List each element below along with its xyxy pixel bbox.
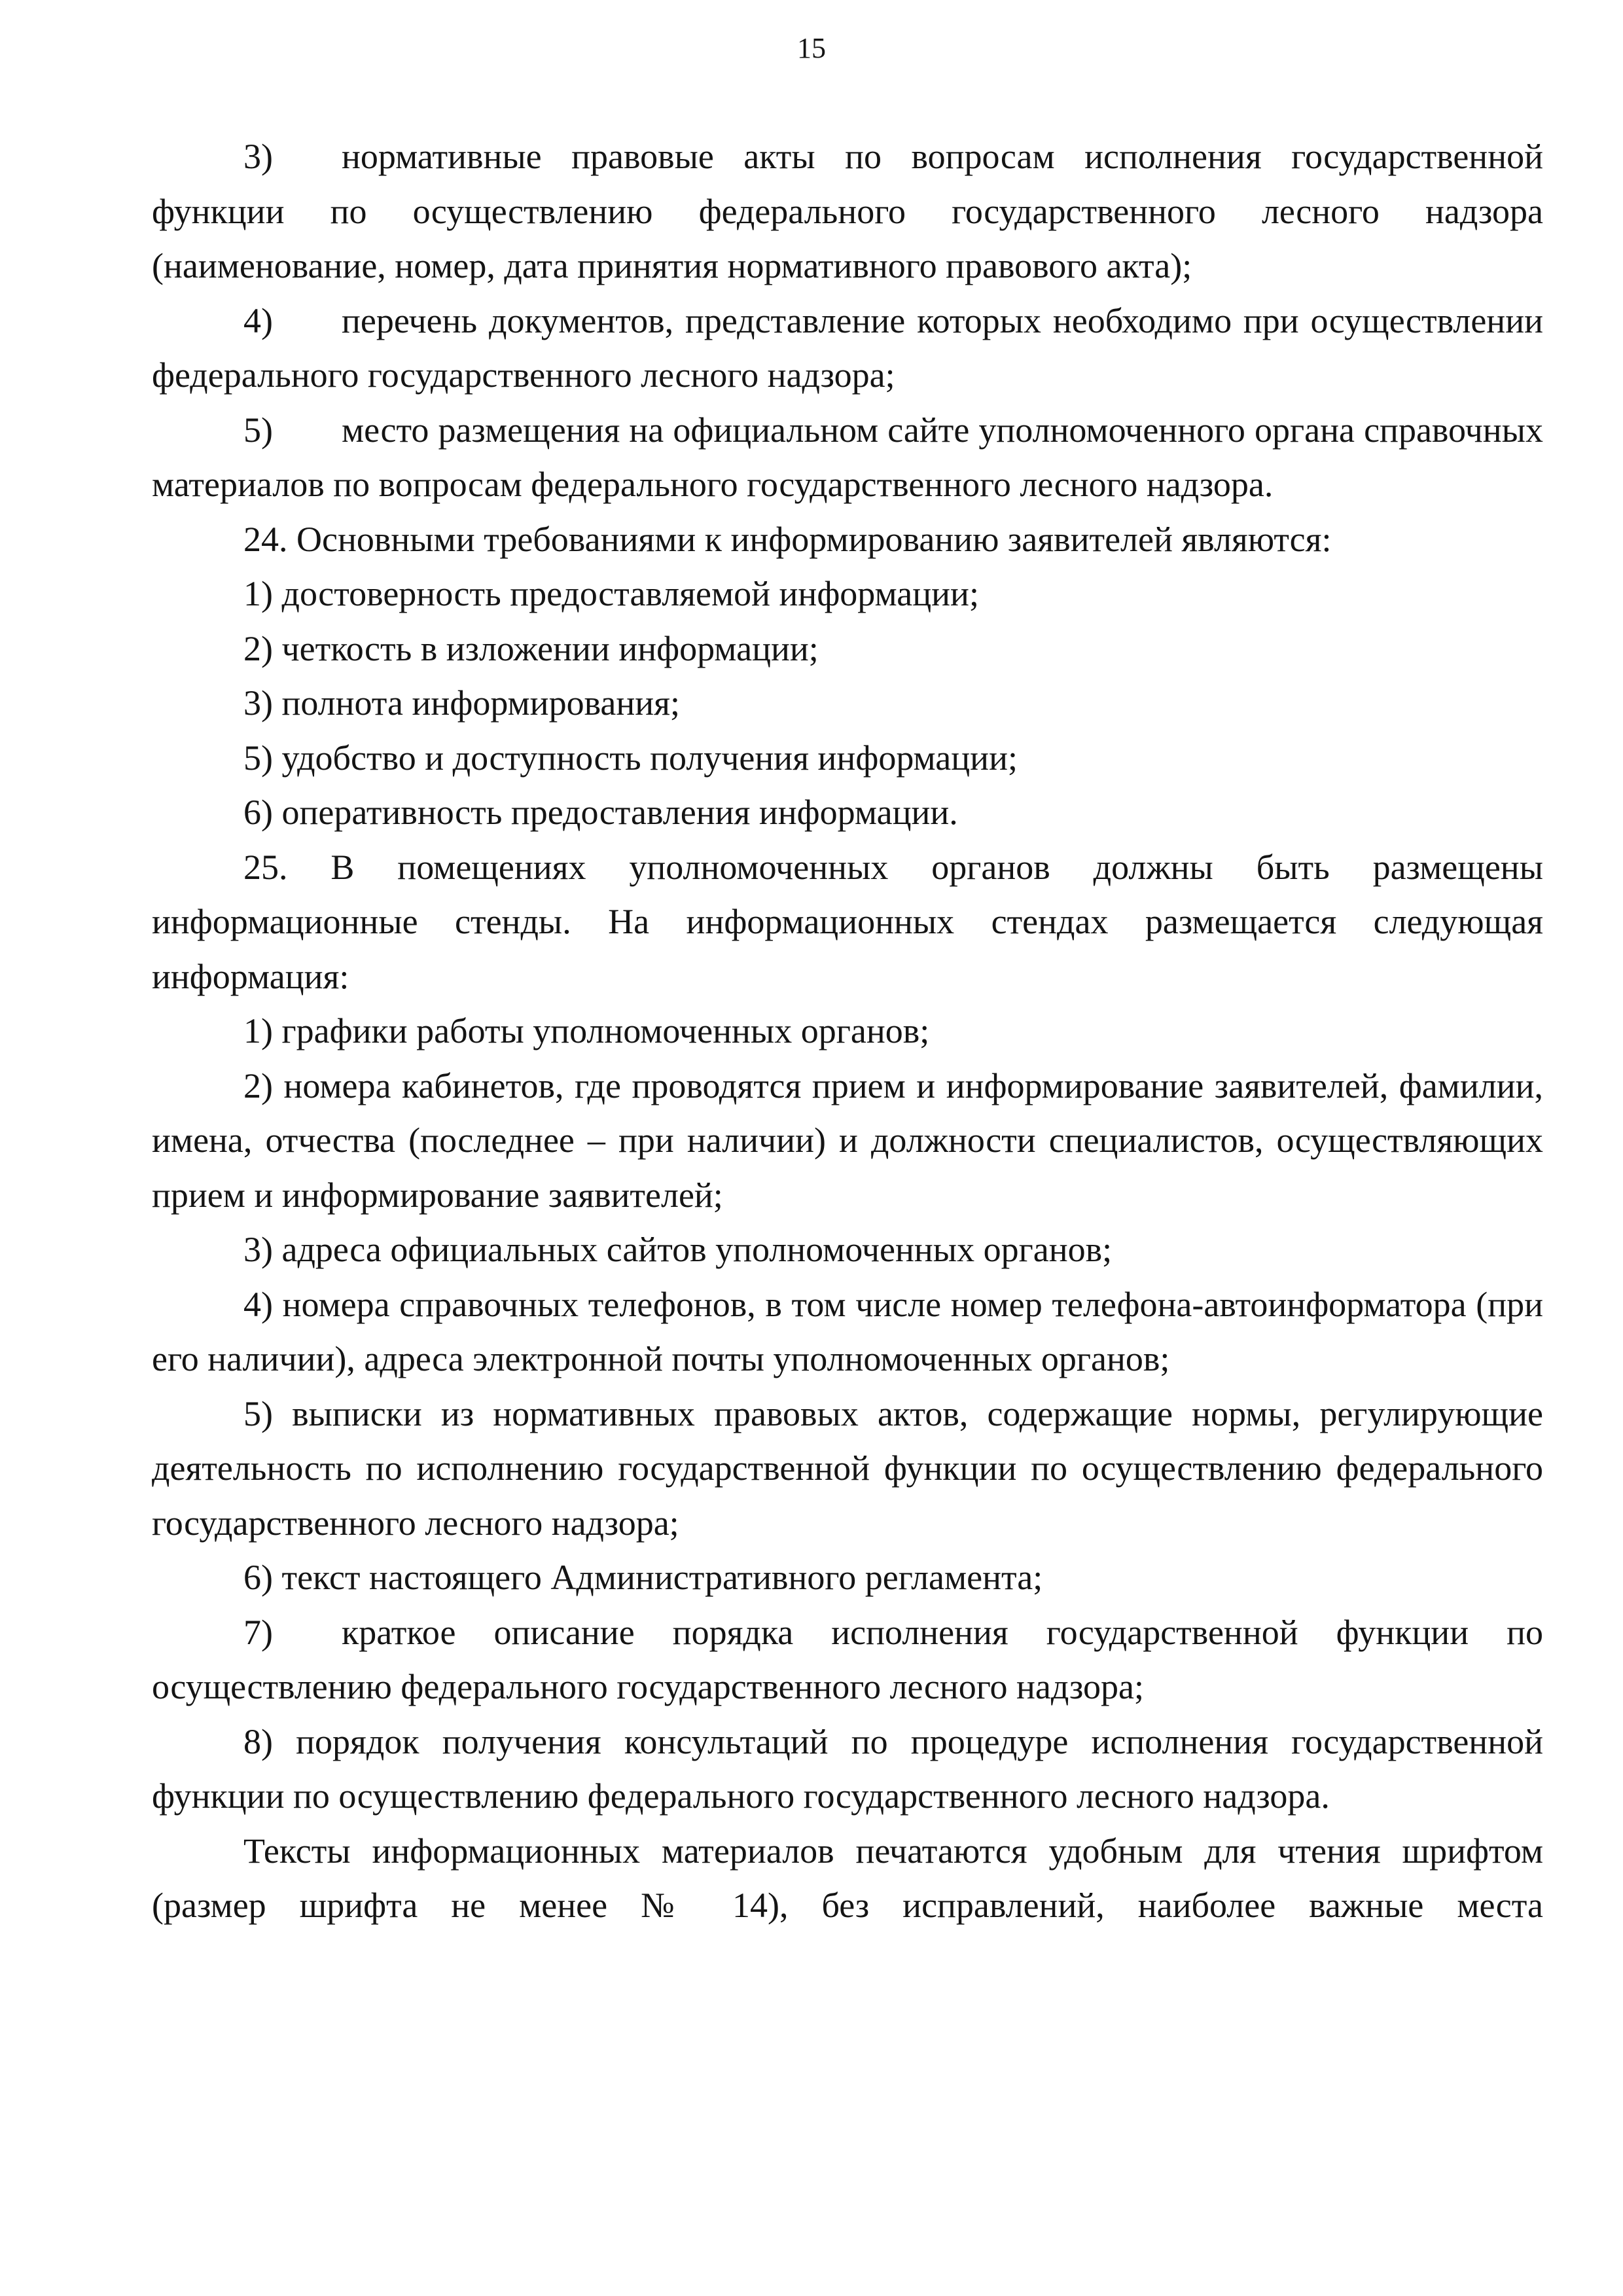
item-number: 7) — [243, 1612, 273, 1652]
paragraph-item-3 — [152, 130, 1543, 294]
stand-info-2: 2) номера кабинетов, где проводятся прием и информирование заявителей, фамилии, имена, отчества (последнее – при наличии) и должности специалистов, осуществляющих прием и информирование заявителей; — [152, 1066, 1543, 1215]
stand-info-7 — [152, 1605, 1543, 1715]
page-number: 15 — [797, 32, 826, 64]
paragraph-text: перечень документов, представление которых необходимо при осуществлении федерального государственного лесного надзора; — [152, 300, 1543, 395]
stand-info-6: 6) текст настоящего Административного регламента; — [243, 1558, 1043, 1597]
paragraph-text: краткое описание порядка исполнения государственной функции по осуществлению федерального государственного лесного надзора; — [152, 1612, 1543, 1706]
item-number: 4) — [243, 300, 273, 340]
requirement-6: 6) оперативность предоставления информации. — [243, 793, 958, 832]
paragraph-text: место размещения на официальном сайте уполномоченного органа справочных материалов по вопросам федерального государственного лесного надзора. — [152, 410, 1543, 504]
paragraph-24: 24. Основными требованиями к информированию заявителей являются: — [243, 519, 1332, 559]
stand-info-3: 3) адреса официальных сайтов уполномоченных органов; — [243, 1230, 1113, 1269]
document-body — [152, 130, 1543, 1933]
stand-info-1: 1) графики работы уполномоченных органов; — [243, 1011, 930, 1050]
requirement-3: 3) полнота информирования; — [243, 683, 680, 723]
stand-info-5: 5) выписки из нормативных правовых актов, содержащие нормы, регулирующие деятельность по исполнению государственной функции по осуществлению федерального государственного лесного надзора; — [152, 1393, 1543, 1543]
stand-info-4: 4) номера справочных телефонов, в том числе номер телефона-автоинформатора (при его наличии), адреса электронной почты уполномоченных органов; — [152, 1284, 1543, 1378]
requirement-2: 2) четкость в изложении информации; — [243, 628, 819, 668]
requirement-1: 1) достоверность предоставляемой информации; — [243, 574, 979, 613]
item-number: 5) — [243, 410, 273, 450]
item-number: 3) — [243, 137, 273, 176]
stand-info-8: 8) порядок получения консультаций по процедуре исполнения государственной функции по осуществлению федерального государственного лесного надзора. — [152, 1721, 1543, 1816]
paragraph-text: нормативные правовые акты по вопросам исполнения государственной функции по осуществлению федерального государственного лесного надзора (наименование, номер, дата принятия нормативного правового акта); — [152, 137, 1543, 285]
paragraph-texts-materials: Тексты информационных материалов печатаются удобным для чтения шрифтом (размер шрифта не менее № 14), без исправлений, наиболее важные места — [152, 1831, 1543, 1925]
requirement-5: 5) удобство и доступность получения информации; — [243, 738, 1018, 778]
paragraph-item-4 — [152, 294, 1543, 403]
paragraph-item-5 — [152, 403, 1543, 512]
paragraph-25: 25. В помещениях уполномоченных органов должны быть размещены информационные стенды. На информационных стендах размещается следующая информация: — [152, 847, 1543, 996]
